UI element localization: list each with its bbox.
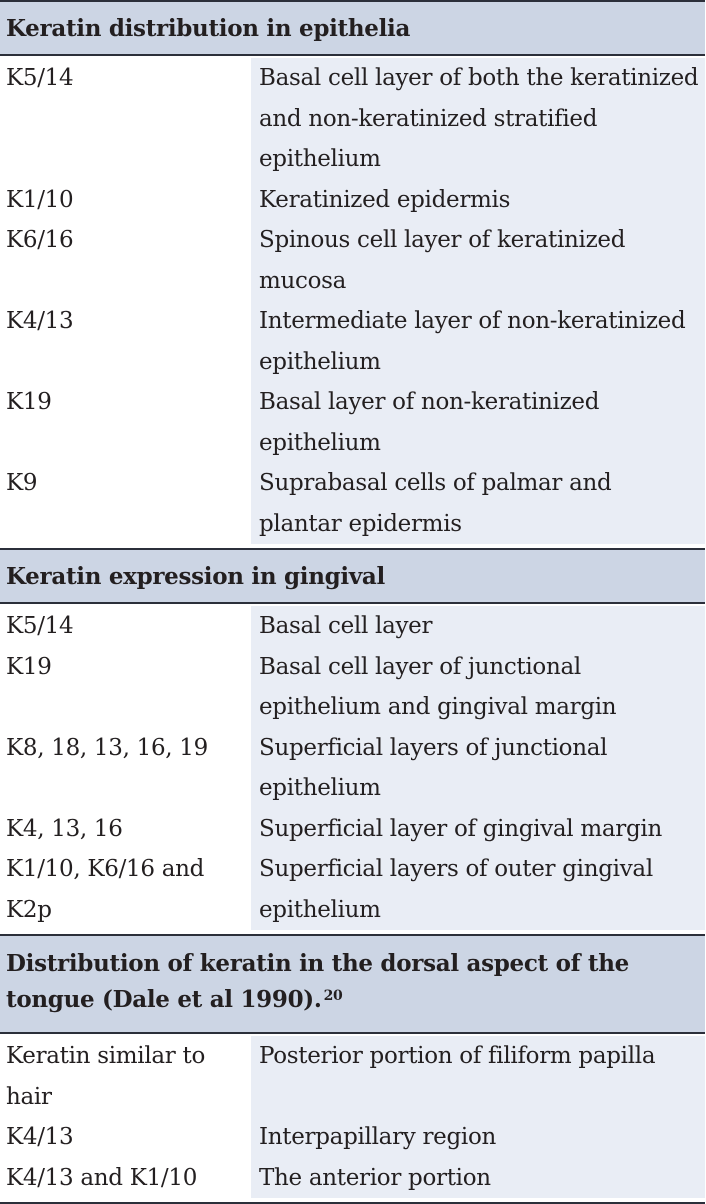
citation-ref: 20 (323, 988, 343, 1004)
location-cell: Spinous cell layer of keratinized mucosa (251, 220, 705, 301)
keratin-cell: K6/16 (0, 220, 251, 301)
location-cell: Suprabasal cells of palmar and plantar epidermis (251, 463, 705, 544)
table-row (0, 180, 705, 221)
location-cell: Keratinized epidermis (251, 180, 705, 221)
keratin-cell: K4/13 and K1/10 (0, 1158, 251, 1199)
keratin-cell: K9 (0, 463, 251, 544)
section-heading: Keratin expression in gingival (0, 548, 705, 604)
keratin-cell: K5/14 (0, 58, 251, 180)
location-cell: Basal cell layer of junctional epithelium and gingival margin (251, 647, 705, 728)
table-row (0, 382, 705, 463)
location-cell: Intermediate layer of non-keratinized epithelium (251, 301, 705, 382)
location-cell: Superficial layers of junctional epithelium (251, 728, 705, 809)
location-cell: The anterior portion (251, 1158, 705, 1199)
table-row (0, 728, 705, 809)
table-row (0, 1036, 705, 1117)
table-row (0, 301, 705, 382)
location-cell: Superficial layers of outer gingival epithelium (251, 849, 705, 930)
keratin-cell: K4/13 (0, 1117, 251, 1158)
table-row (0, 1117, 705, 1158)
table-row (0, 58, 705, 180)
section-heading (0, 934, 705, 1034)
section-epithelia (0, 2, 705, 548)
table-row (0, 1158, 705, 1199)
keratin-cell: K19 (0, 647, 251, 728)
section-heading-text: Distribution of keratin in the dorsal aspect of the tongue (Dale et al 1990). (6, 950, 629, 1013)
keratin-cell: K4/13 (0, 301, 251, 382)
location-cell: Posterior portion of filiform papilla (251, 1036, 705, 1117)
location-cell: Interpapillary region (251, 1117, 705, 1158)
location-cell: Basal layer of non-keratinized epithelium (251, 382, 705, 463)
table-row (0, 220, 705, 301)
table-row (0, 463, 705, 544)
section-rows (0, 56, 705, 548)
location-cell: Basal cell layer of both the keratinized and non-keratinized stratified epithelium (251, 58, 705, 180)
keratin-cell: K4, 13, 16 (0, 809, 251, 850)
section-heading: Keratin distribution in epithelia (0, 2, 705, 56)
table-row (0, 809, 705, 850)
keratin-cell: K5/14 (0, 606, 251, 647)
keratin-cell: K1/10, K6/16 and K2p (0, 849, 251, 930)
keratin-cell: K8, 18, 13, 16, 19 (0, 728, 251, 809)
table-row (0, 606, 705, 647)
section-rows (0, 1034, 705, 1202)
section-rows (0, 604, 705, 934)
keratin-cell: K19 (0, 382, 251, 463)
location-cell: Superficial layer of gingival margin (251, 809, 705, 850)
section-tongue (0, 934, 705, 1202)
table-row (0, 849, 705, 930)
location-cell: Basal cell layer (251, 606, 705, 647)
table-row (0, 647, 705, 728)
section-gingival (0, 548, 705, 934)
keratin-cell: K1/10 (0, 180, 251, 221)
keratin-cell: Keratin similar to hair (0, 1036, 251, 1117)
